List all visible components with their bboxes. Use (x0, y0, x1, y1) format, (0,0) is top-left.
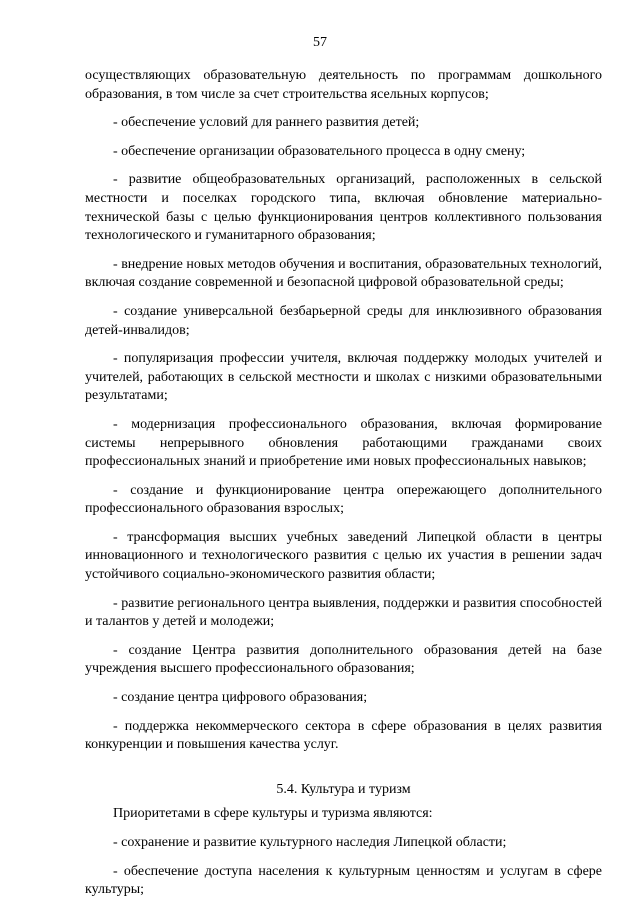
list-item: - обеспечение условий для раннего развития детей; (113, 115, 420, 131)
page-number: 57 (313, 35, 327, 50)
section-heading: 5.4. Культура и туризм (276, 781, 411, 797)
document-body (85, 67, 602, 910)
list-item: - обеспечение организации образовательного процесса в одну смену; (113, 143, 526, 159)
list-item: - развитие регионального центра выявления, поддержки и развития способностей и талантов у детей и молодежи; (85, 595, 602, 630)
list-item: - создание и функционирование центра опережающего дополнительного профессионального образования взрослых; (85, 482, 602, 517)
paragraph: осуществляющих образовательную деятельность по программам дошкольного образования, в том числе за счет строительства ясельных корпусов; (85, 68, 602, 102)
list-item: - обеспечение доступа населения к культурным ценностям и услугам в сфере культуры; (85, 863, 602, 898)
list-item: - внедрение новых методов обучения и воспитания, образовательных технологий, включая создание современной и безопасной цифровой образовательной среды; (85, 256, 602, 291)
list-item: - создание Центра развития дополнительного образования детей на базе учреждения высшего профессионального образования; (85, 642, 602, 677)
list-item: - сохранение и развитие культурного наследия Липецкой области; (113, 835, 507, 850)
list-item: - трансформация высших учебных заведений Липецкой области в центры инновационного и технологического развития с целью их участия в решении задач устойчивого социально-экономического развития области; (85, 529, 602, 583)
list-item: - развитие общеобразовательных организаций, расположенных в сельской местности и поселках городского типа, включая обновление материально-технической базы с целью функционирования центров коллективного пользования технологического и гуманитарного образования; (85, 172, 602, 244)
list-item: - создание центра цифрового образования; (113, 690, 368, 706)
list-item: - поддержка некоммерческого сектора в сфере образования в целях развития конкуренции и повышения качества услуг. (85, 718, 602, 753)
list-item: - создание универсальной безбарьерной среды для инклюзивного образования детей-инвалидов; (85, 303, 602, 338)
list-item: - популяризация профессии учителя, включая поддержку молодых учителей и учителей, работающих в сельской местности и школах с низкими образовательными результатами; (85, 351, 602, 404)
list-item: - модернизация профессионального образования, включая формирование системы непрерывного обновления работающими гражданами своих профессиональных знаний и приобретение ими новых профессиональных навыков; (85, 416, 602, 470)
section-intro: Приоритетами в сфере культуры и туризма являются: (113, 806, 433, 822)
